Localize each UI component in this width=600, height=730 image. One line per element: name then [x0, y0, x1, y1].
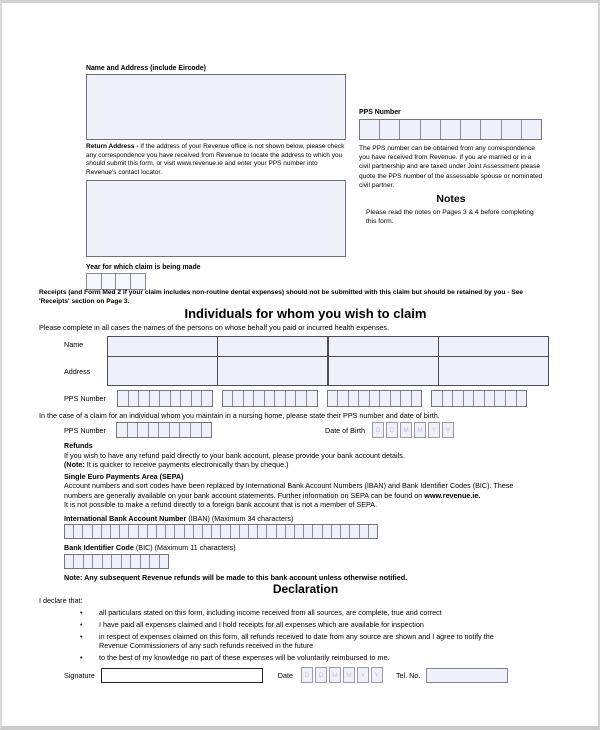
declaration-intro: I declare that:	[39, 596, 83, 606]
iban-cell[interactable]	[258, 525, 267, 538]
iban-label-bold: International Bank Account Number	[64, 513, 187, 523]
address-cell[interactable]	[329, 357, 438, 385]
pps-cell[interactable]	[506, 391, 517, 406]
individuals-grid	[107, 336, 549, 386]
iban-cell[interactable]	[249, 525, 258, 538]
pps-cell[interactable]	[202, 391, 212, 406]
individuals-table	[64, 336, 549, 386]
pps-cell[interactable]	[202, 423, 212, 437]
name-cell[interactable]	[439, 337, 548, 356]
signature-label: Signature	[64, 670, 95, 680]
pps-cell[interactable]	[150, 391, 161, 406]
date-cell[interactable]: M	[329, 667, 341, 683]
declaration-bullet: • all particulars stated on this form, including income received from all sources, are complete, true and correct	[39, 608, 517, 617]
pps-cell[interactable]	[254, 391, 265, 406]
pps-cell[interactable]	[192, 391, 203, 406]
iban-cell[interactable]	[332, 525, 341, 538]
signature-input-box[interactable]	[101, 668, 263, 683]
name-address-input-box[interactable]	[86, 74, 346, 140]
iban-cell[interactable]	[185, 525, 194, 538]
pps-cell[interactable]	[461, 120, 481, 139]
telephone-input-box[interactable]	[426, 668, 508, 683]
iban-cell[interactable]	[74, 525, 83, 538]
pps-cell[interactable]	[432, 391, 443, 406]
pps-cell[interactable]	[453, 391, 464, 406]
individuals-intro: Please complete in all cases the names of the persons on whose behalf you paid or incurred health expenses.	[39, 323, 390, 333]
iban-cell[interactable]	[102, 525, 111, 538]
iban-cell[interactable]	[350, 525, 359, 538]
pps-cell[interactable]	[181, 391, 192, 406]
iban-cell[interactable]	[139, 525, 148, 538]
bic-cell[interactable]	[131, 555, 140, 568]
iban-cell[interactable]	[360, 525, 369, 538]
declaration-bullet: • in respect of expenses claimed on this form, all refunds received to date from any source are shown and I agree to notify the Revenue Commissioners of any such refunds received in the future	[39, 632, 517, 651]
date-cell[interactable]: D	[301, 667, 313, 683]
pps-cell[interactable]	[391, 391, 402, 406]
pps-group-4	[431, 390, 527, 407]
declaration-bullet: • to the best of my knowledge no part of these expenses will be voluntarily reimbursed to me.	[39, 653, 517, 662]
year-cell[interactable]	[101, 273, 117, 290]
iban-cell[interactable]	[277, 525, 286, 538]
pps-cell[interactable]	[149, 423, 160, 437]
pps-cell[interactable]	[265, 391, 276, 406]
pps-cell[interactable]	[223, 391, 234, 406]
bic-cell[interactable]	[122, 555, 131, 568]
pps-notes-section	[359, 108, 543, 226]
date-cell[interactable]: Y	[357, 667, 369, 683]
pps-cell[interactable]	[495, 391, 506, 406]
pps-cell[interactable]	[233, 391, 244, 406]
pps-cell[interactable]	[160, 391, 171, 406]
refunds-note-bold: (Note:	[64, 460, 85, 470]
dob-cell[interactable]: D	[372, 422, 384, 438]
refunds-note-line	[64, 460, 542, 470]
pps-cell[interactable]	[138, 423, 149, 437]
date-cell[interactable]: M	[343, 667, 355, 683]
year-input-cells	[86, 273, 348, 290]
name-address-section	[86, 64, 348, 290]
iban-cell[interactable]	[111, 525, 120, 538]
pps-cell[interactable]	[139, 391, 150, 406]
telephone-label: Tel. No.	[395, 670, 421, 680]
bic-label	[64, 543, 572, 553]
pps-cell[interactable]	[170, 423, 181, 437]
iban-cell[interactable]	[323, 525, 332, 538]
pps-cell[interactable]	[380, 391, 391, 406]
pps-cell[interactable]	[359, 391, 370, 406]
address-cell[interactable]	[108, 357, 217, 385]
iban-cell[interactable]	[231, 525, 240, 538]
address-cell[interactable]	[218, 357, 327, 385]
name-address-label: Name and Address (include Eircode)	[86, 65, 206, 72]
iban-cell[interactable]	[148, 525, 157, 538]
pps-cell[interactable]	[349, 391, 360, 406]
iban-cell[interactable]	[120, 525, 129, 538]
year-cell[interactable]	[115, 273, 131, 290]
iban-cell[interactable]	[369, 525, 377, 538]
iban-label-rest: (IBAN) (Maximum 34 characters)	[186, 513, 294, 523]
declaration-bullet: • I have paid all expenses claimed and I hold receipts for all expenses which are available for inspection	[39, 620, 517, 629]
pps-cell[interactable]	[464, 391, 475, 406]
bic-label-bold: Bank Identifier Code	[64, 543, 134, 553]
pps-cell[interactable]	[307, 391, 317, 406]
pps-cell[interactable]	[171, 391, 182, 406]
receipts-note: Receipts (and Form Med 2 if your claim includes non-routine dental expenses) should not be submitted with this claim but should be retained by you - See 'Receipts' section on Page 3.	[39, 289, 523, 305]
sepa-text: Account numbers and sort codes have been replaced by International Bank Account Numbers (IBAN) and Bank Identifier Codes (BIC). These numbers are generally available on your bank account statements. Further information on SEPA can be found on	[64, 481, 514, 500]
bic-cell[interactable]	[103, 555, 112, 568]
date-of-birth-label: Date of Birth	[325, 425, 365, 435]
pps-cell[interactable]	[485, 391, 496, 406]
return-address-text	[86, 143, 348, 177]
bic-cell[interactable]	[150, 555, 159, 568]
iban-cell[interactable]	[221, 525, 230, 538]
refunds-line1: If you wish to have any refund paid directly to your bank account, please provide your bank account details.	[64, 450, 405, 460]
year-label: Year for which claim is being made	[86, 264, 201, 271]
iban-cell[interactable]	[175, 525, 184, 538]
iban-cell[interactable]	[157, 525, 166, 538]
dob-cell[interactable]: D	[386, 422, 398, 438]
bic-cell[interactable]	[74, 555, 83, 568]
pps-cell[interactable]	[412, 391, 422, 406]
declaration-bullets	[39, 608, 572, 662]
address-row-label: Address	[64, 366, 91, 376]
dob-cell[interactable]: Y	[442, 422, 454, 438]
name-row-label: Name	[64, 339, 84, 349]
pps-cell[interactable]	[360, 120, 380, 139]
year-cell[interactable]	[86, 273, 102, 290]
pps-cell[interactable]	[159, 423, 170, 437]
bic-cell[interactable]	[84, 555, 93, 568]
date-label: Date	[277, 670, 293, 680]
dob-cell[interactable]: M	[414, 422, 426, 438]
refunds-heading: Refunds	[64, 441, 93, 451]
pps-group-3	[327, 390, 423, 407]
pps-row-label: PPS Number	[64, 393, 106, 403]
year-cell[interactable]	[130, 273, 146, 290]
bic-cell[interactable]	[112, 555, 121, 568]
pps-cell[interactable]	[244, 391, 255, 406]
return-address-bold: Return Address -	[86, 143, 141, 150]
return-address-rest: If the address of your Revenue office is not shown below, please check any correspondence you have received from Revenue to locate the address to which you should submit this form, or visit www.revenue.ie and enter your PPS number into Revenue's contact locator.	[86, 143, 345, 176]
nursing-pps-cells	[116, 422, 212, 438]
iban-cell[interactable]	[129, 525, 138, 538]
nursing-home-text: In the case of a claim for an individual whom you maintain in a nursing home, please state their PPS number and date of birth.	[39, 410, 440, 420]
iban-cell[interactable]	[166, 525, 175, 538]
date-cells	[301, 667, 383, 683]
iban-cell[interactable]	[313, 525, 322, 538]
pps-cell[interactable]	[474, 391, 485, 406]
pps-cell[interactable]	[328, 391, 339, 406]
bank-account-note: Note: Any subsequent Revenue refunds will be made to this bank account unless otherwise notified.	[64, 572, 408, 582]
iban-cell[interactable]	[295, 525, 304, 538]
address-cell[interactable]	[439, 357, 548, 385]
bic-cell[interactable]	[141, 555, 150, 568]
individuals-pps-row	[64, 390, 527, 407]
pps-number-input-cells	[359, 119, 542, 140]
bic-cell[interactable]	[160, 555, 168, 568]
bic-label-rest: (BIC) (Maximum 11 characters)	[133, 543, 236, 553]
pps-cell[interactable]	[401, 391, 412, 406]
pps-cell[interactable]	[517, 391, 527, 406]
individuals-heading: Individuals for whom you wish to claim	[184, 306, 427, 322]
pps-group-1	[117, 390, 213, 407]
date-of-birth-cells	[372, 422, 454, 438]
pps-cell[interactable]	[180, 423, 191, 437]
signature-row	[64, 667, 572, 683]
dob-cell[interactable]: M	[400, 422, 412, 438]
pps-cell[interactable]	[380, 120, 400, 139]
notes-text: Please read the notes on Pages 3 & 4 before completing this form.	[366, 209, 534, 226]
iban-cell[interactable]	[203, 525, 212, 538]
pps-number-label: PPS Number	[359, 109, 401, 116]
iban-cell[interactable]	[194, 525, 203, 538]
pps-cell[interactable]	[441, 120, 461, 139]
pps-cell[interactable]	[502, 120, 522, 139]
iban-cell[interactable]	[304, 525, 313, 538]
pps-cell[interactable]	[400, 120, 420, 139]
date-cell[interactable]: D	[315, 667, 327, 683]
iban-cell[interactable]	[341, 525, 350, 538]
pps-cell[interactable]	[117, 423, 128, 437]
sepa-bold-link: www.revenue.ie.	[424, 490, 481, 500]
iban-cell[interactable]	[267, 525, 276, 538]
pps-cell[interactable]	[286, 391, 297, 406]
bic-cell[interactable]	[65, 555, 74, 568]
main-section	[2, 289, 600, 683]
pps-cell[interactable]	[370, 391, 381, 406]
name-cell[interactable]	[218, 337, 327, 356]
iban-input-cells	[64, 524, 378, 539]
pps-cell[interactable]	[296, 391, 307, 406]
pps-cell[interactable]	[128, 423, 139, 437]
bic-cell[interactable]	[93, 555, 102, 568]
pps-cell[interactable]	[338, 391, 349, 406]
name-cell[interactable]	[108, 337, 217, 356]
iban-cell[interactable]	[65, 525, 74, 538]
bic-input-cells	[64, 554, 169, 569]
pps-cell[interactable]	[275, 391, 286, 406]
pps-cell[interactable]	[129, 391, 140, 406]
return-address-input-box[interactable]	[86, 180, 346, 257]
date-cell[interactable]: Y	[371, 667, 383, 683]
iban-label	[64, 514, 572, 524]
refunds-note-rest: It is quicker to receive payments electronically than by cheque.)	[84, 460, 289, 470]
iban-cell[interactable]	[212, 525, 221, 538]
declaration-heading: Declaration	[272, 582, 339, 597]
pps-cell[interactable]	[421, 120, 441, 139]
iban-cell[interactable]	[93, 525, 102, 538]
pps-info-text: The PPS number can be obtained from any correspondence you have received from Revenue. If you are married or in a civil partnership and are taxed under Joint Assessment please quote the PPS number of the assessable spouse or nominated civil partner.	[359, 145, 543, 189]
pps-cell[interactable]	[191, 423, 202, 437]
iban-cell[interactable]	[286, 525, 295, 538]
sepa-heading: Single Euro Payments Area (SEPA)	[64, 471, 184, 481]
name-cell[interactable]	[329, 337, 438, 356]
pps-cell[interactable]	[443, 391, 454, 406]
notes-heading: Notes	[436, 193, 466, 206]
foreign-account-line: It is not possible to make a refund directly to a foreign bank account that is not a member of SEPA.	[64, 500, 378, 510]
pps-group-2	[222, 390, 318, 407]
sepa-paragraph	[64, 481, 542, 500]
iban-cell[interactable]	[83, 525, 92, 538]
nursing-home-row	[64, 421, 572, 439]
individuals-row-labels	[64, 336, 107, 386]
nursing-pps-label: PPS Number	[64, 425, 106, 435]
iban-cell[interactable]	[240, 525, 249, 538]
pps-cell[interactable]	[522, 120, 541, 139]
pps-cell[interactable]	[481, 120, 501, 139]
pps-cell[interactable]	[118, 391, 129, 406]
dob-cell[interactable]: Y	[428, 422, 440, 438]
